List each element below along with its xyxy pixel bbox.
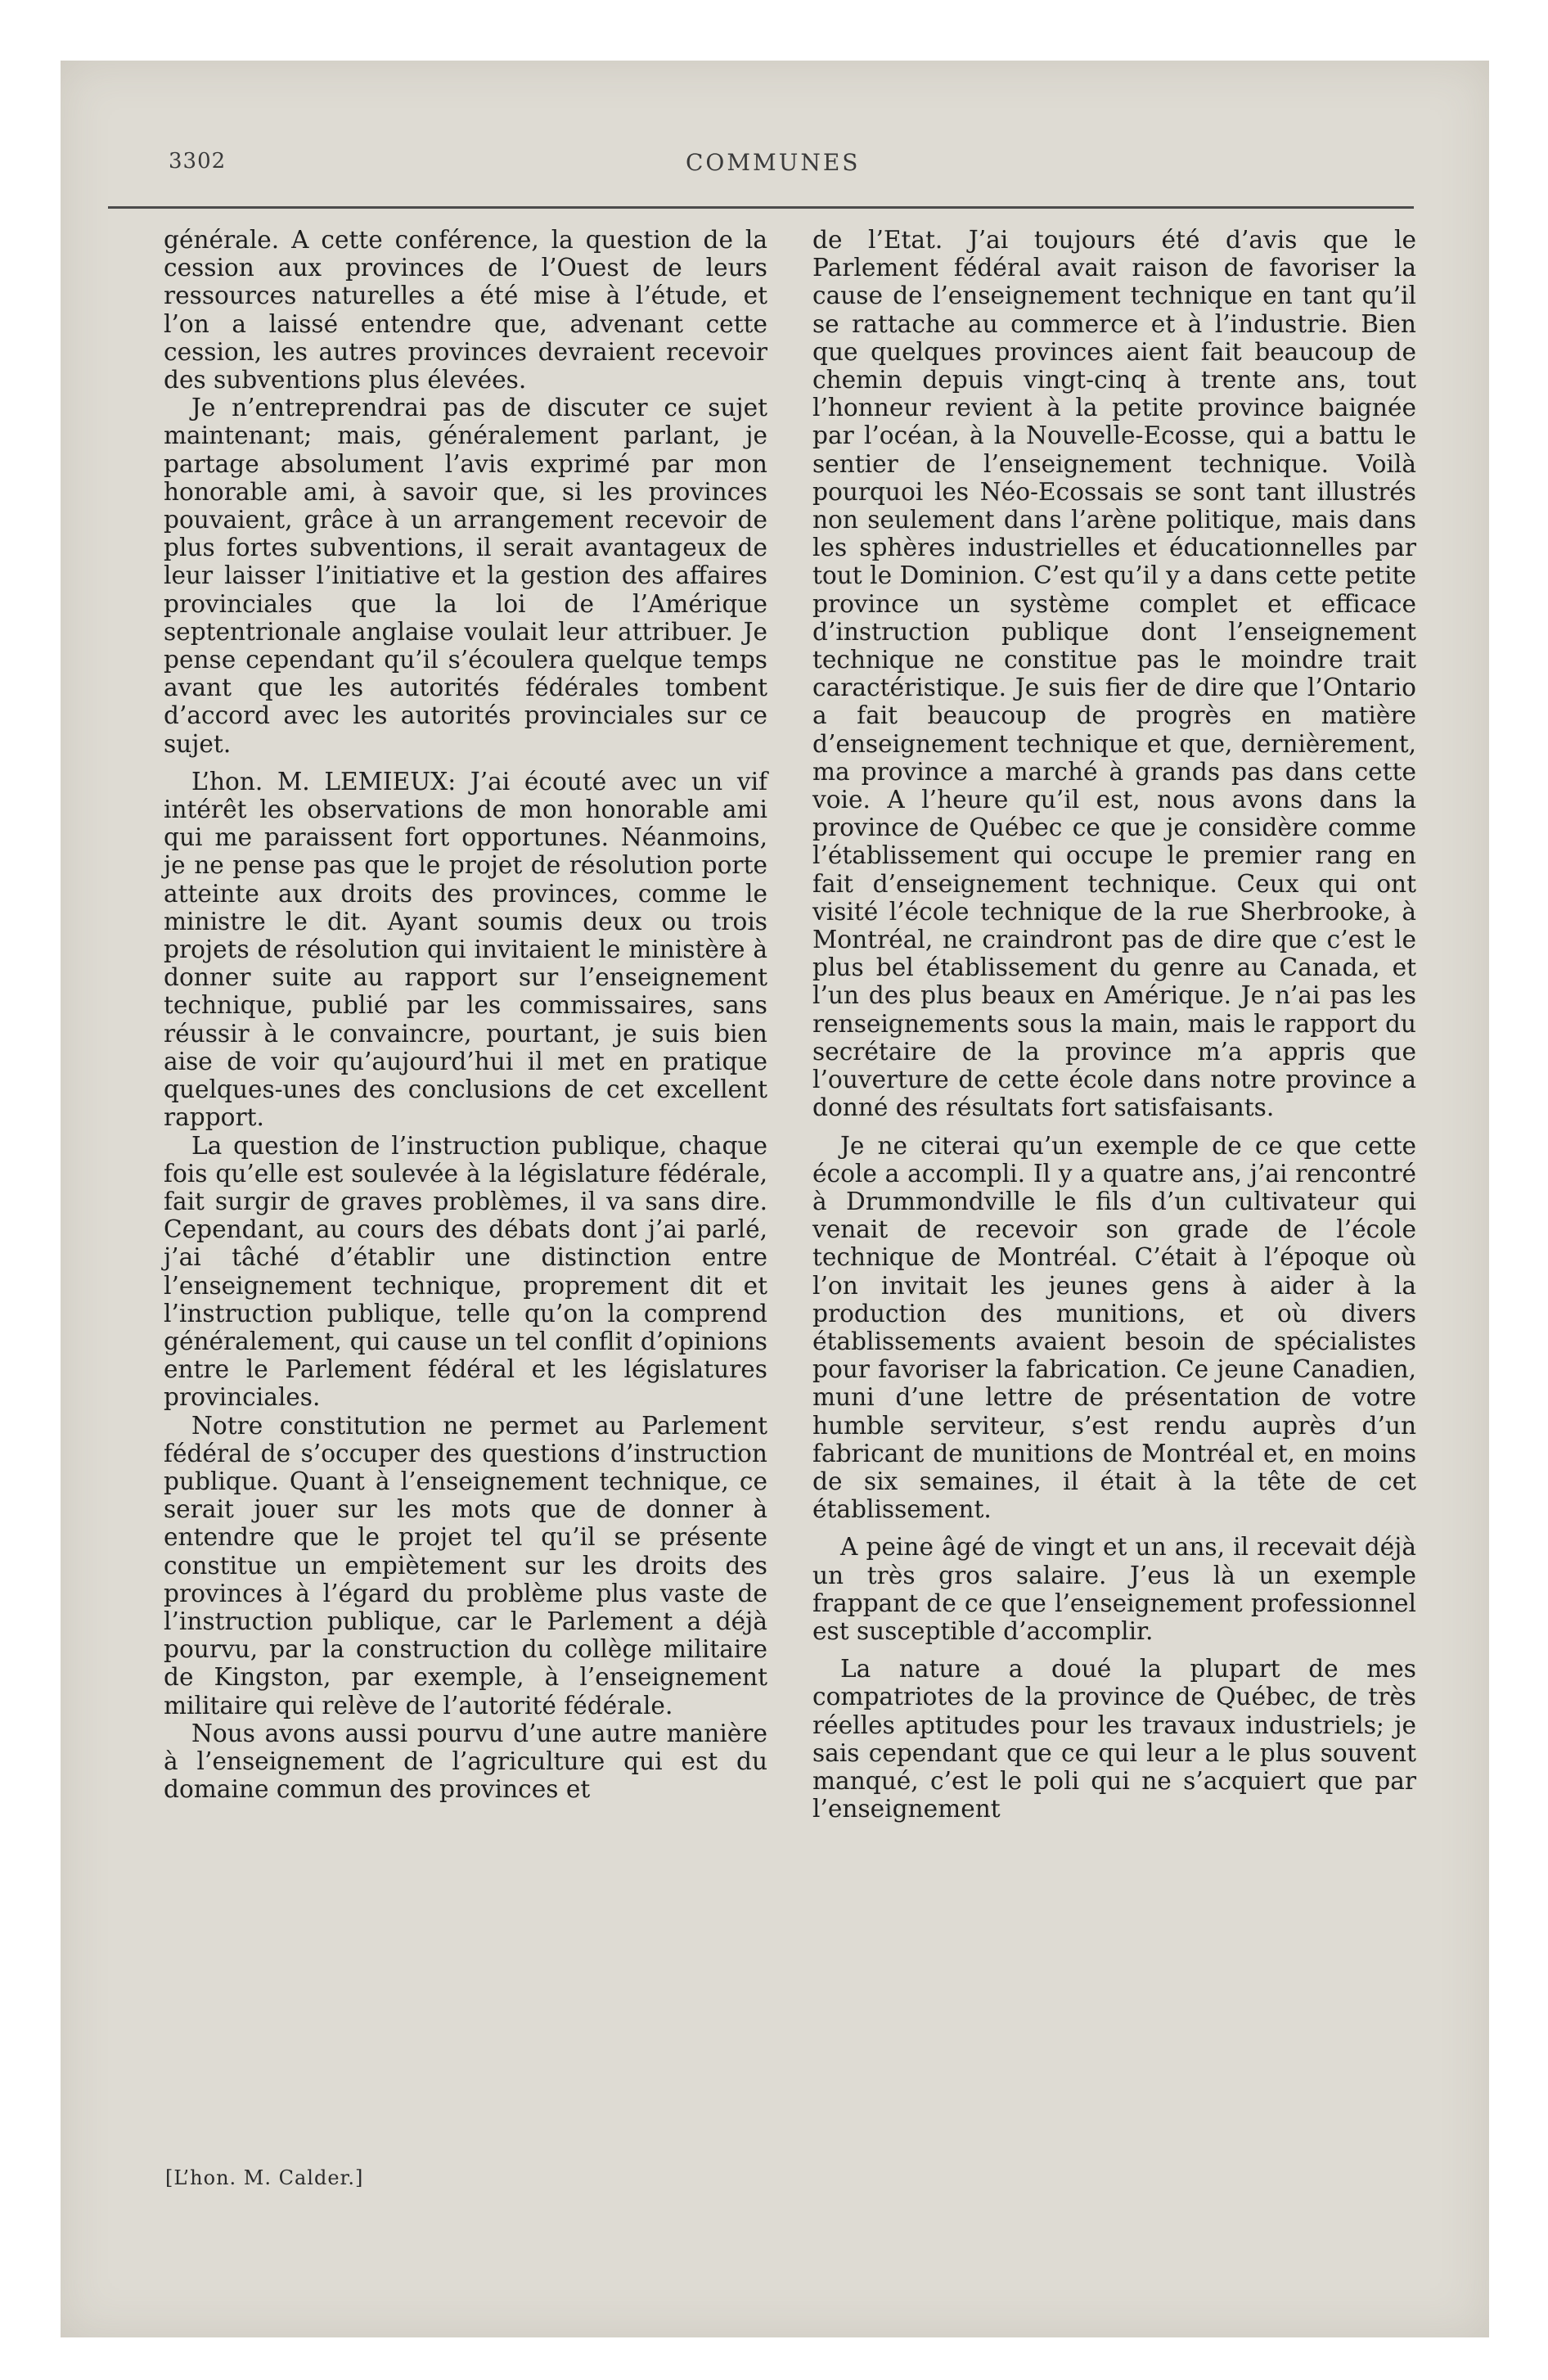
- paragraph: Nous avons aussi pourvu d’une autre manière à l’enseignement de l’agriculture qui est du domaine commun des provinces et: [164, 1719, 767, 1804]
- paragraph: générale. A cette conférence, la question de la cession aux provinces de l’Ouest de leurs ressources naturelles a été mise à l’étude, et l’on a laissé entendre que, advenant cette cession, les autres provinces devraient recevoir des subventions plus élevées.: [164, 226, 767, 394]
- left-column: [164, 226, 767, 1803]
- paragraph-speaker-lemieux: L’hon. M. LEMIEUX: J’ai écouté avec un vif intérêt les observations de mon honorable ami qui me paraissent fort opportunes. Néanmoins, je ne pense pas que le projet de résolution porte atteinte aux droits des provinces, comme le ministre le dit. Ayant soumis deux ou trois projets de résolution qui invitaient le ministère à donner suite au rapport sur l’enseignement technique, publié par les commissaires, sans réussir à le convaincre, pourtant, je suis bien aise de voir qu’aujourd’hui il met en pratique quelques-unes des conclusions de cet excellent rapport.: [164, 767, 767, 1132]
- speaker-footer-tag: [L’hon. M. Calder.]: [165, 2166, 364, 2189]
- paragraph: La nature a doué la plupart de mes compatriotes de la province de Québec, de très réelles aptitudes pour les travaux industriels; je sais cependant que ce qui leur a le plus souvent manqué, c’est le poli qui ne s’acquiert que par l’enseignement: [812, 1655, 1416, 1823]
- paragraph: La question de l’instruction publique, chaque fois qu’elle est soulevée à la législature fédérale, fait surgir de graves problèmes, il va sans dire. Cependant, au cours des débats dont j’ai parlé, j’ai tâché d’établir une distinction entre l’enseignement technique, proprement dit et l’instruction publique, telle qu’on la comprend généralement, qui cause un tel conflit d’opinions entre le Parlement fédéral et les législatures provinciales.: [164, 1131, 767, 1412]
- paragraph: Notre constitution ne permet au Parlement fédéral de s’occuper des questions d’instruction publique. Quant à l’enseignement technique, ce serait jouer sur les mots que de donner à entendre que le projet tel qu’il se présente constitue un empiètement sur les droits des provinces à l’égard du problème plus vaste de l’instruction publique, car le Parlement a déjà pourvu, par la construction du collège militaire de Kingston, par exemple, à l’enseignement militaire qui relève de l’autorité fédérale.: [164, 1411, 767, 1720]
- right-column: [812, 226, 1416, 1823]
- paragraph: Je n’entreprendrai pas de discuter ce sujet maintenant; mais, généralement parlant, je partage absolument l’avis exprimé par mon honorable ami, à savoir que, si les provinces pouvaient, grâce à un arrangement recevoir de plus fortes subventions, il serait avantageux de leur laisser l’initiative et la gestion des affaires provinciales que la loi de l’Amérique septentrionale anglaise voulait leur attribuer. Je pense cependant qu’il s’écoulera quelque temps avant que les autorités fédérales tombent d’accord avec les autorités provinciales sur ce sujet.: [164, 394, 767, 758]
- paragraph: A peine âgé de vingt et un ans, il recevait déjà un très gros salaire. J’eus là un exemple frappant de ce que l’enseignement professionnel est susceptible d’accomplir.: [812, 1533, 1416, 1645]
- header-rule: [108, 206, 1414, 209]
- page-number: 3302: [169, 149, 227, 174]
- running-head-title: COMMUNES: [686, 149, 861, 176]
- page-header: [105, 92, 1414, 190]
- paragraph: de l’Etat. J’ai toujours été d’avis que le Parlement fédéral avait raison de favoriser la cause de l’enseignement technique en tant qu’il se rattache au commerce et à l’industrie. Bien que quelques provinces aient fait beaucoup de chemin depuis vingt-cinq à trente ans, tout l’honneur revient à la petite province baignée par l’océan, à la Nouvelle-Ecosse, qui a battu le sentier de l’enseignement technique. Voilà pourquoi les Néo-Ecossais se sont tant illustrés non seulement dans l’arène politique, mais dans les sphères industrielles et éducationnelles par tout le Dominion. C’est qu’il y a dans cette petite province un système complet et efficace d’instruction publique dont l’enseignement technique ne constitue pas le moindre trait caractéristique. Je suis fier de dire que l’Ontario a fait beaucoup de progrès en matière d’enseignement technique et que, dernièrement, ma province a marché à grands pas dans cette voie. A l’heure qu’il est, nous avons dans la province de Québec ce que je considère comme l’établissement qui occupe le premier rang en fait d’enseignement technique. Ceux qui ont visité l’école technique de la rue Sherbrooke, à Montréal, ne craindront pas de dire que c’est le plus bel établissement du genre au Canada, et l’un des plus beaux en Amérique. Je n’ai pas les renseignements sous la main, mais le rapport du secrétaire de la province m’a appris que l’ouverture de cette école dans notre province a donné des résultats fort satisfaisants.: [812, 226, 1416, 1122]
- paragraph: Je ne citerai qu’un exemple de ce que cette école a accompli. Il y a quatre ans, j’ai rencontré à Drummondville le fils d’un cultivateur qui venait de recevoir son grade de l’école technique de Montréal. C’était à l’époque où l’on invitait les jeunes gens à aider à la production des munitions, et où divers établissements avaient besoin de spécialistes pour favoriser la fabrication. Ce jeune Canadien, muni d’une lettre de présentation de votre humble serviteur, s’est rendu auprès d’un fabricant de munitions de Montréal et, en moins de six semaines, il était à la tête de cet établissement.: [812, 1131, 1416, 1524]
